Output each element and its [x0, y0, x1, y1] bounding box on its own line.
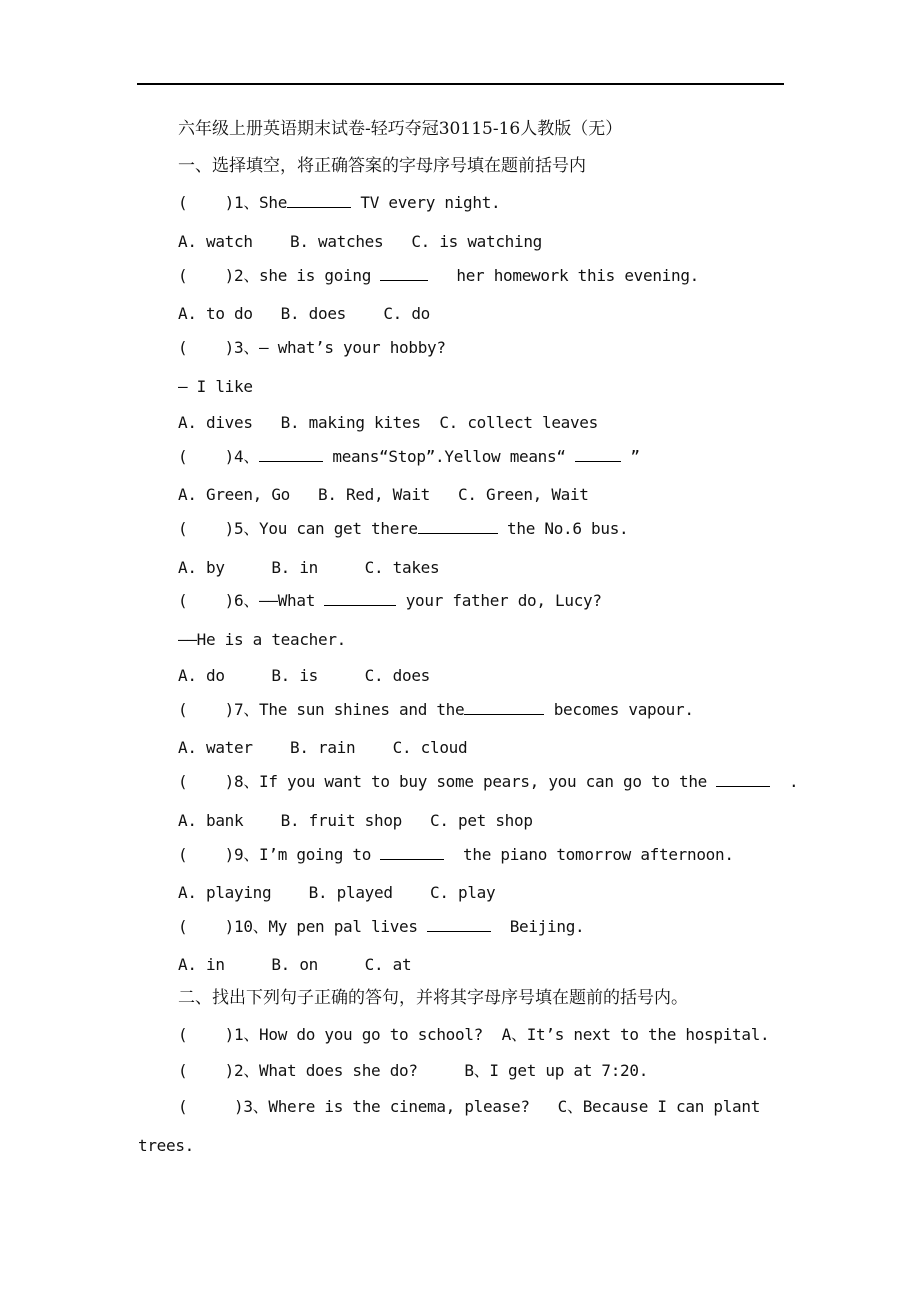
question-4: ( )4、 means“Stop”.Yellow means“ ” — [178, 447, 640, 466]
answer-blank[interactable] — [380, 266, 428, 281]
answer-blank[interactable] — [287, 193, 351, 208]
question-10-options: A. in B. on C. at — [178, 955, 412, 974]
answer-blank[interactable] — [324, 591, 396, 606]
question-9-options: A. playing B. played C. play — [178, 883, 496, 902]
match-question-3-continued: trees. — [138, 1136, 194, 1155]
question-6: ( )6、——What your father do, Lucy? — [178, 591, 602, 610]
question-1: ( )1、She TV every night. — [178, 193, 501, 212]
question-3: ( )3、— what’s your hobby? — [178, 338, 446, 357]
question-8: ( )8、If you want to buy some pears, you can go to the . — [178, 772, 799, 791]
answer-blank[interactable] — [464, 700, 544, 715]
answer-blank[interactable] — [380, 845, 444, 860]
question-5-options: A. by B. in C. takes — [178, 558, 440, 577]
question-7-options: A. water B. rain C. cloud — [178, 738, 468, 757]
question-9: ( )9、I’m going to the piano tomorrow afternoon. — [178, 845, 734, 864]
question-3-answer: — I like — [178, 377, 253, 396]
question-6-answer: ——He is a teacher. — [178, 630, 346, 649]
question-3-options: A. dives B. making kites C. collect leaves — [178, 413, 598, 432]
answer-blank[interactable] — [716, 772, 770, 787]
question-6-options: A. do B. is C. does — [178, 666, 430, 685]
question-4-options: A. Green, Go B. Red, Wait C. Green, Wait — [178, 485, 589, 504]
question-2: ( )2、she is going her homework this evening. — [178, 266, 700, 285]
question-10: ( )10、My pen pal lives Beijing. — [178, 917, 585, 936]
answer-blank[interactable] — [427, 917, 491, 932]
answer-blank[interactable] — [575, 447, 621, 462]
answer-blank[interactable] — [418, 519, 498, 534]
answer-blank[interactable] — [259, 447, 323, 462]
match-question-2: ( )2、What does she do? B、I get up at 7:20. — [178, 1061, 649, 1080]
page-title: 六年级上册英语期末试卷-轻巧夺冠30115-16人教版（无） — [178, 119, 623, 139]
question-8-options: A. bank B. fruit shop C. pet shop — [178, 811, 533, 830]
match-question-1: ( )1、How do you go to school? A、It’s next to the hospital. — [178, 1025, 770, 1044]
question-1-options: A. watch B. watches C. is watching — [178, 232, 542, 251]
section2-heading: 二、找出下列句子正确的答句，并将其字母序号填在题前的括号内。 — [178, 988, 688, 1008]
match-question-3: ( )3、Where is the cinema, please? C、Because I can plant — [178, 1097, 761, 1116]
question-2-options: A. to do B. does C. do — [178, 304, 430, 323]
question-5: ( )5、You can get there the No.6 bus. — [178, 519, 629, 538]
section1-heading: 一、选择填空，将正确答案的字母序号填在题前括号内 — [178, 156, 586, 176]
header-rule — [137, 83, 784, 85]
question-7: ( )7、The sun shines and the becomes vapour. — [178, 700, 694, 719]
